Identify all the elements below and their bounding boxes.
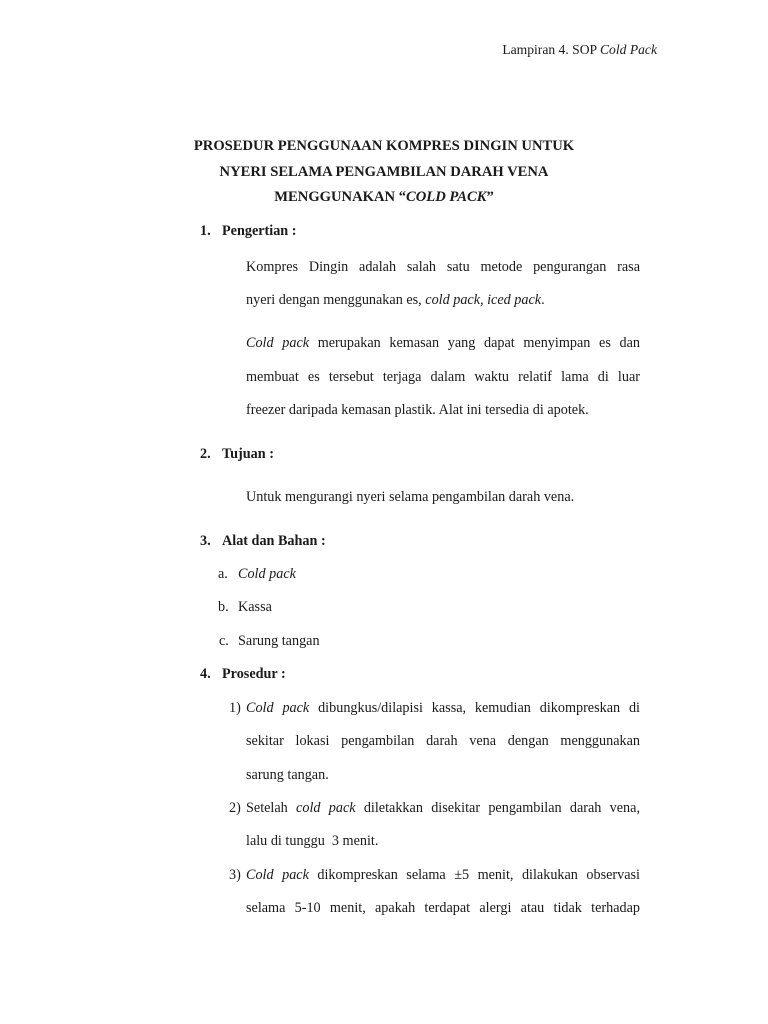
section-2-heading: Tujuan : <box>222 446 274 462</box>
header-italic: Cold Pack <box>599 42 657 57</box>
step-3-line-1: Cold pack dikompreskan selama ±5 menit, dilakukan observasi <box>246 867 640 883</box>
section-1-heading: Pengertian : <box>222 223 297 239</box>
step-1-marker: 1) <box>229 700 241 716</box>
alat-item-c-marker: c. <box>219 633 229 649</box>
pengertian-line-1: Kompres Dingin adalah salah satu metode pengurangan rasa <box>246 259 640 275</box>
pengertian-line-2: nyeri dengan menggunakan es, cold pack, iced pack. <box>246 292 545 308</box>
alat-item-a-marker: a. <box>218 566 228 582</box>
alat-item-a: Cold pack <box>238 566 296 582</box>
section-4-heading: Prosedur : <box>222 666 286 682</box>
title-italic: COLD PACK <box>406 189 487 205</box>
tujuan-text: Untuk mengurangi nyeri selama pengambilan darah vena. <box>246 489 575 505</box>
step-2-line-2: lalu di tunggu 3 menit. <box>246 833 379 849</box>
pengertian-line-4: membuat es tersebut terjaga dalam waktu relatif lama di luar <box>246 369 640 385</box>
alat-item-b: Kassa <box>238 599 272 615</box>
step-2-marker: 2) <box>229 800 241 816</box>
step-1-line-2: sekitar lokasi pengambilan darah vena dengan menggunakan <box>246 733 640 749</box>
title-line-1: PROSEDUR PENGGUNAAN KOMPRES DINGIN UNTUK <box>193 138 575 154</box>
section-3-number: 3. <box>200 533 211 549</box>
header-prefix: Lampiran 4. SOP <box>502 42 600 57</box>
title-line-3: MENGGUNAKAN “COLD PACK” <box>274 189 494 205</box>
step-2-line-1: Setelah cold pack diletakkan disekitar pengambilan darah vena, <box>246 800 640 816</box>
alat-item-b-marker: b. <box>218 599 229 615</box>
section-3-heading: Alat dan Bahan : <box>222 533 326 549</box>
step-1-line-1: Cold pack dibungkus/dilapisi kassa, kemudian dikompreskan di <box>246 700 640 716</box>
page-header <box>502 42 657 58</box>
title-line-2: NYERI SELAMA PENGAMBILAN DARAH VENA <box>219 164 549 180</box>
step-3-marker: 3) <box>229 867 241 883</box>
section-1-number: 1. <box>200 223 211 239</box>
section-2-number: 2. <box>200 446 211 462</box>
step-3-line-2: selama 5-10 menit, apakah terdapat alergi atau tidak terhadap <box>246 900 640 916</box>
pengertian-line-5: freezer daripada kemasan plastik. Alat ini tersedia di apotek. <box>246 402 589 418</box>
step-1-line-3: sarung tangan. <box>246 767 329 783</box>
alat-item-c: Sarung tangan <box>238 633 320 649</box>
section-4-number: 4. <box>200 666 211 682</box>
pengertian-line-3: Cold pack merupakan kemasan yang dapat menyimpan es dan <box>246 335 640 351</box>
